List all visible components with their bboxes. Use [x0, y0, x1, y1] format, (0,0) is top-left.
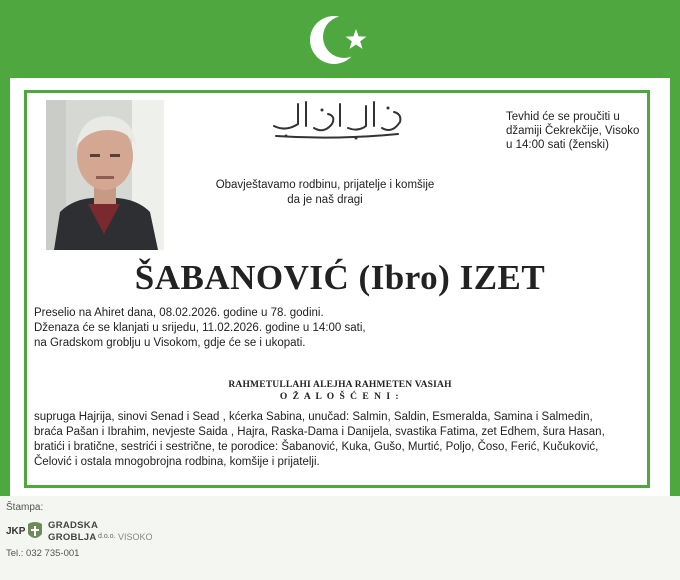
mourners-line: braća Pašan i Ibrahim, nevjeste Saida , Hajra, Raska-Dama i Danijela, svastika Fatima, zet Edhem, šura Hasan,	[34, 426, 605, 438]
rahmet-heading: RAHMETULLAHI ALEJHA RAHMETEN VASIAH	[228, 380, 452, 390]
tevhid-line: džamiji Čekrekčije, Visoko	[506, 125, 640, 137]
details-line: Dženaza će se klanjati u srijedu, 11.02.2026. godine u 14:00 sati,	[34, 322, 366, 334]
obituary-card	[10, 78, 670, 496]
printer-logo	[6, 518, 156, 550]
arabic-calligraphy-icon	[266, 96, 406, 140]
mourners-line: bratići i bratične, sestrići i sestrične, te porodice: Šabanović, Kuka, Gušo, Murtić, Poljo, Čoso, Ferić, Kučuković,	[34, 441, 599, 453]
logo-line-1: GRADSKA	[48, 520, 99, 531]
intro-line: Obavještavamo rodbinu, prijatelje i komšije	[215, 179, 435, 191]
intro-text	[210, 178, 440, 208]
tevhid-line: u 14:00 sati (ženski)	[506, 139, 609, 151]
mourners-line: Čelović i ostala mnogobrojna rodbina, komšije i prijatelji.	[34, 456, 320, 468]
tevhid-info	[506, 110, 656, 152]
logo-line-2: GROBLJA	[48, 532, 97, 543]
mourners-heading: O Ž A L O Š Ć E N I :	[279, 392, 401, 402]
printer-phone: Tel.: 032 735-001	[6, 548, 80, 559]
funeral-details	[34, 306, 454, 351]
deceased-photo	[46, 100, 164, 250]
details-line: Preselio na Ahiret dana, 08.02.2026. godine u 78. godini.	[34, 307, 324, 319]
logo-prefix: JKP	[6, 526, 26, 537]
logo-city: VISOKO	[118, 532, 153, 542]
mourners-list	[34, 410, 648, 470]
cemetery-emblem-icon	[26, 520, 44, 542]
logo-suffix: d.o.o.	[98, 533, 116, 540]
footer	[0, 496, 680, 580]
crescent-star-icon	[300, 10, 380, 70]
print-label: Štampa:	[6, 502, 44, 513]
intro-line: da je naš dragi	[287, 194, 363, 206]
details-line: na Gradskom groblju u Visokom, gdje će se i ukopati.	[34, 337, 306, 349]
tevhid-line: Tevhid će se proučiti u	[506, 111, 620, 123]
deceased-name: ŠABANOVIĆ (Ibro) IZET	[134, 258, 546, 297]
mourners-line: supruga Hajrija, sinovi Senad i Sead , kćerka Sabina, unučad: Salmin, Saldin, Esmeralda, Samina i Salmedin,	[34, 411, 593, 423]
